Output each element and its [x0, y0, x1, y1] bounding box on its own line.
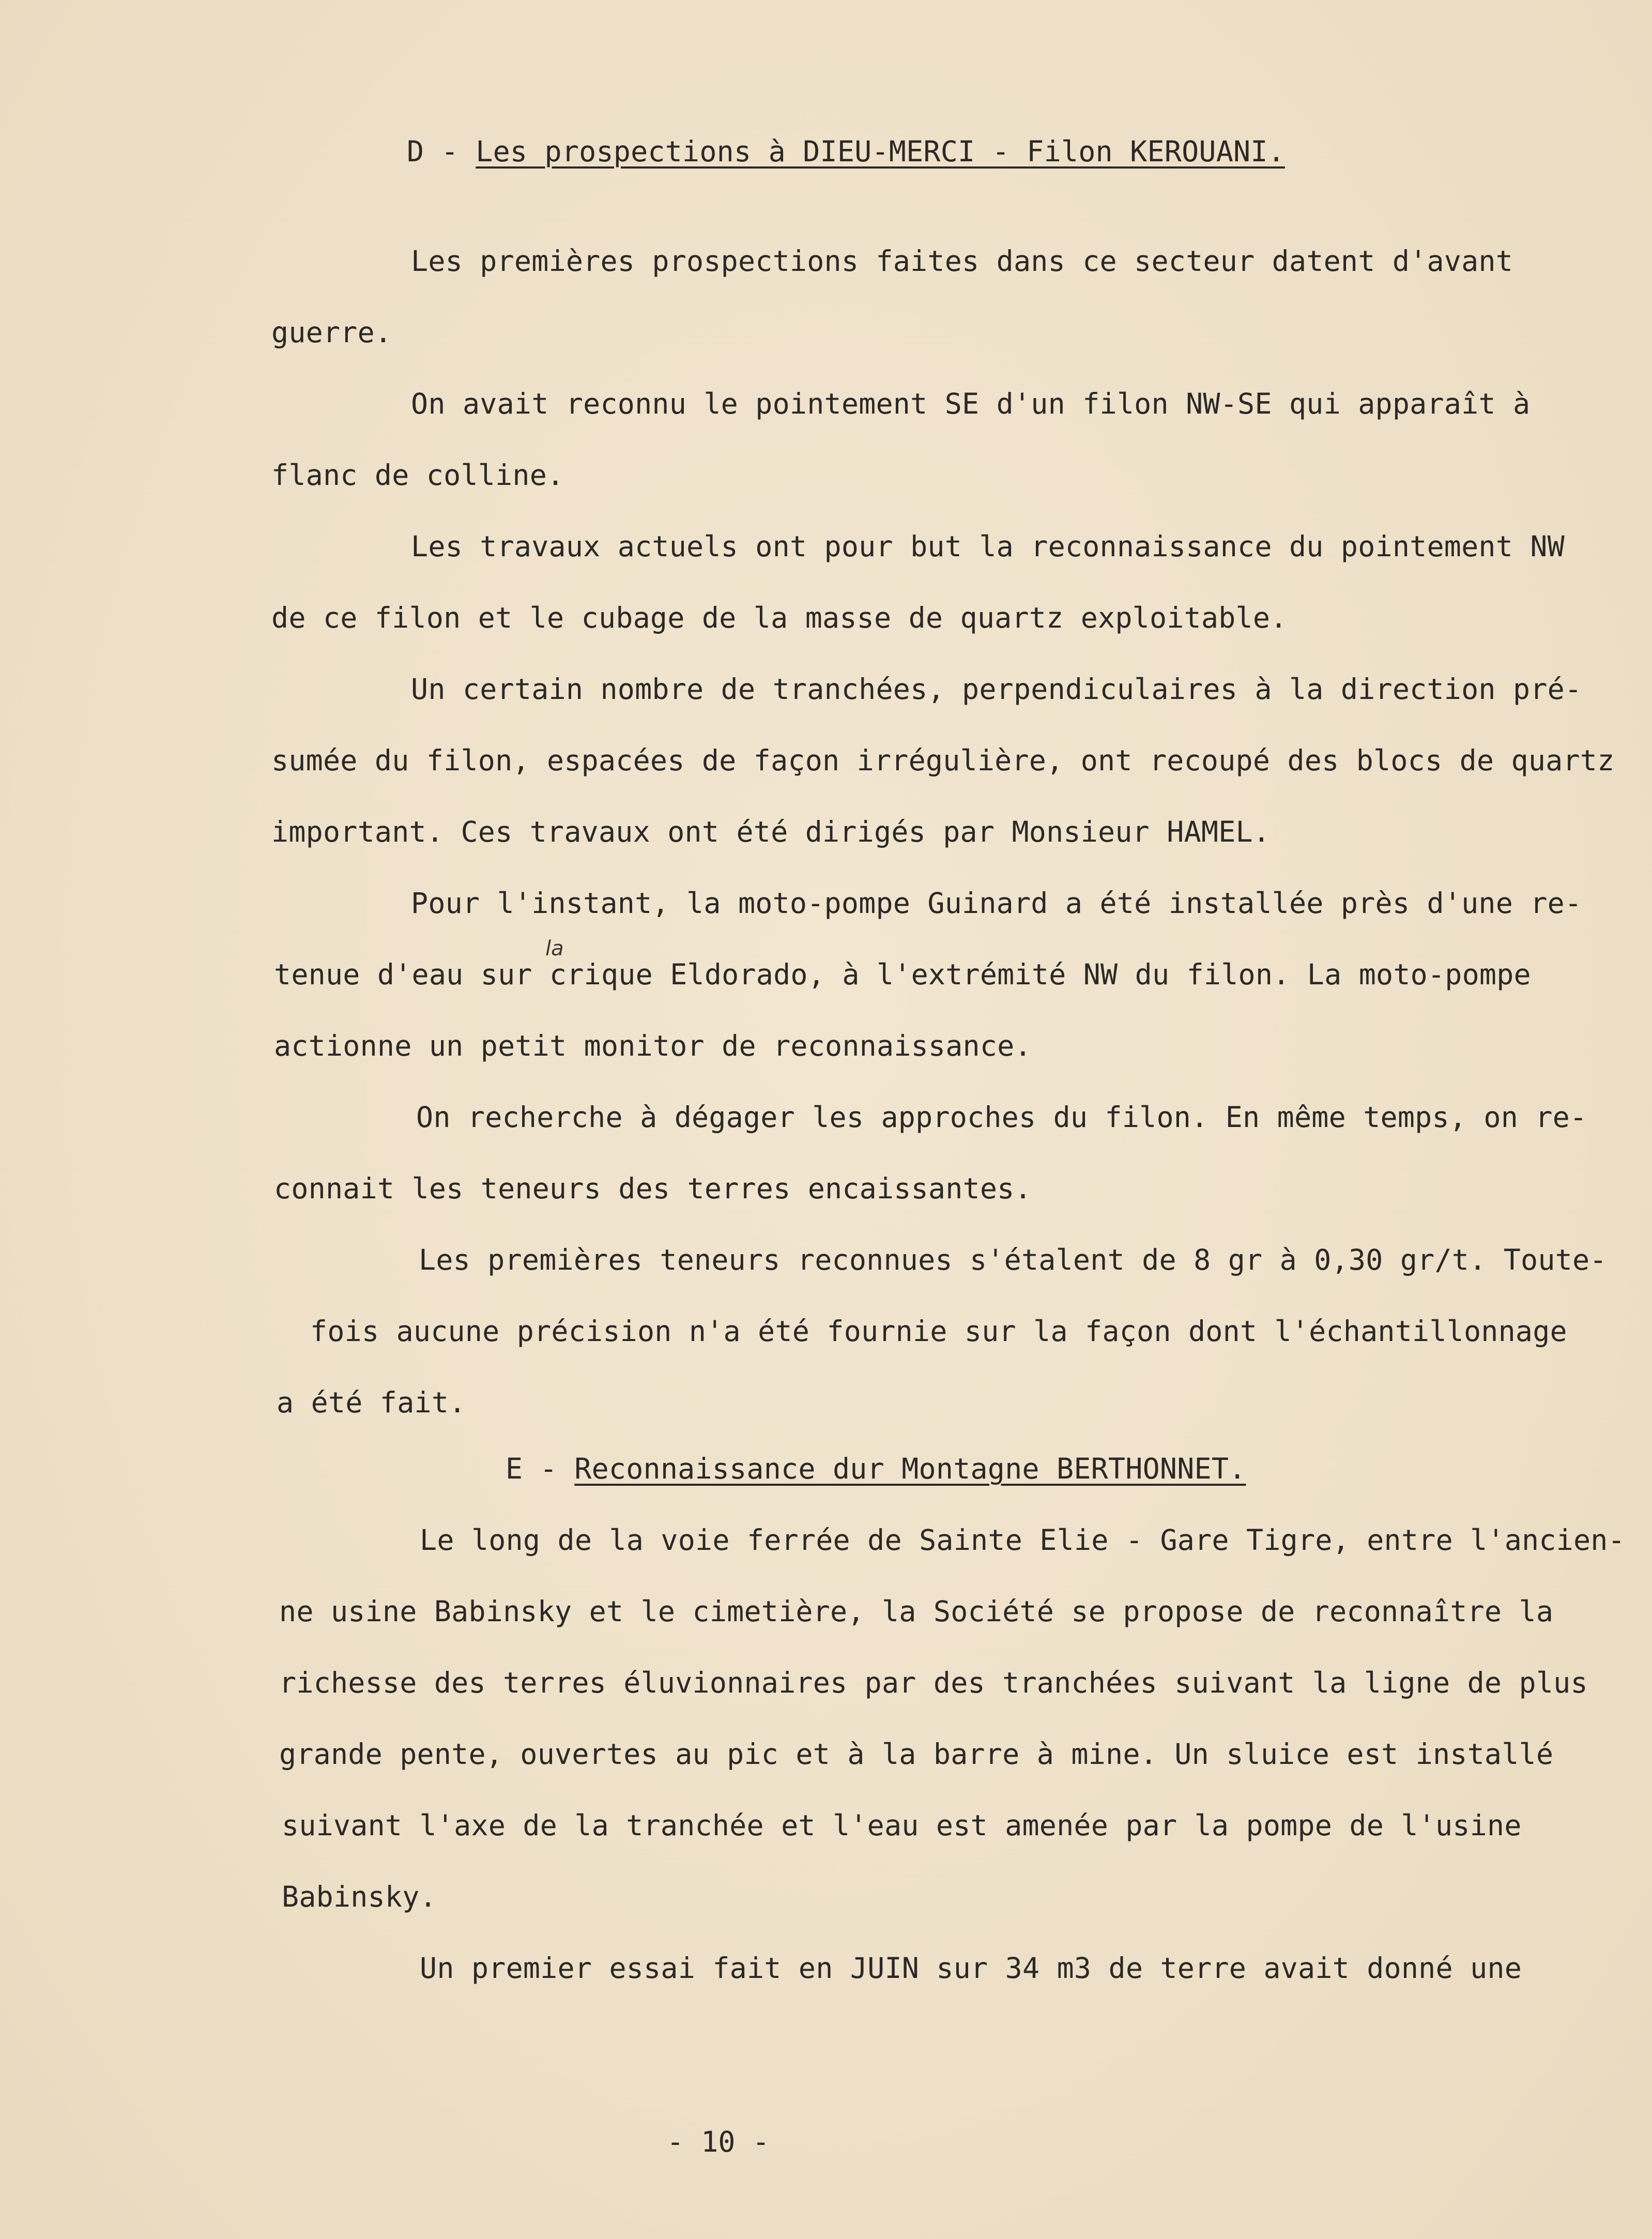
section-d-prefix: D - [407, 135, 476, 168]
text-line: richesse des terres éluvionnaires par des tranchées suivant la ligne de plus [279, 1666, 1588, 1699]
text-line: On avait reconnu le pointement SE d'un filon NW-SE qui apparaît à [411, 387, 1531, 420]
section-d-title: Les prospections à DIEU-MERCI - Filon KEROUANI. [476, 135, 1285, 168]
text-line: de ce filon et le cubage de la masse de quartz exploitable. [271, 601, 1288, 634]
text-line: Les premières teneurs reconnues s'étalent de 8 gr à 0,30 gr/t. Toute- [419, 1243, 1607, 1276]
text-line: connait les teneurs des terres encaissantes. [274, 1172, 1032, 1205]
text-line: sumée du filon, espacées de façon irrégulière, ont recoupé des blocs de quartz [271, 744, 1615, 777]
text-line: Le long de la voie ferrée de Sainte Elie - Gare Tigre, entre l'ancien- [420, 1524, 1625, 1557]
text-line: guerre. [271, 316, 392, 349]
text-line: grande pente, ouvertes au pic et à la barre à mine. Un sluice est installé [279, 1738, 1554, 1771]
text-line: Babinsky. [282, 1880, 437, 1913]
text-line: Pour l'instant, la moto-pompe Guinard a été installée près d'une re- [411, 887, 1582, 920]
text-line: suivant l'axe de la tranchée et l'eau est amenée par la pompe de l'usine [282, 1809, 1522, 1842]
section-e-prefix: E - [506, 1452, 575, 1485]
text-line: actionne un petit monitor de reconnaissance. [274, 1029, 1032, 1062]
text-line: Les premières prospections faites dans ce secteur datent d'avant [411, 245, 1513, 278]
text-line: On recherche à dégager les approches du filon. En même temps, on re- [416, 1101, 1587, 1134]
handwritten-annotation: la [545, 937, 564, 961]
page-number: - 10 - [667, 2125, 770, 2158]
text-line: Un premier essai fait en JUIN sur 34 m3 de terre avait donné une [420, 1952, 1522, 1985]
text-line: a été fait. [277, 1386, 466, 1419]
text-line: fois aucune précision n'a été fournie sur la façon dont l'échantillonnage [310, 1315, 1567, 1348]
section-d-heading [407, 133, 1285, 170]
text-line: ne usine Babinsky et le cimetière, la Société se propose de reconnaître la [279, 1595, 1554, 1628]
text-line: important. Ces travaux ont été dirigés par Monsieur HAMEL. [271, 815, 1271, 848]
section-e-title: Reconnaissance dur Montagne BERTHONNET. [574, 1452, 1246, 1485]
text-line: Les travaux actuels ont pour but la reconnaissance du pointement NW [411, 530, 1565, 563]
text-line: tenue d'eau sur crique Eldorado, à l'extrémité NW du filon. La moto-pompe [274, 958, 1531, 991]
section-e-heading [506, 1451, 1246, 1487]
text-line: flanc de colline. [271, 459, 564, 492]
text-line: Un certain nombre de tranchées, perpendiculaires à la direction pré- [411, 673, 1582, 706]
